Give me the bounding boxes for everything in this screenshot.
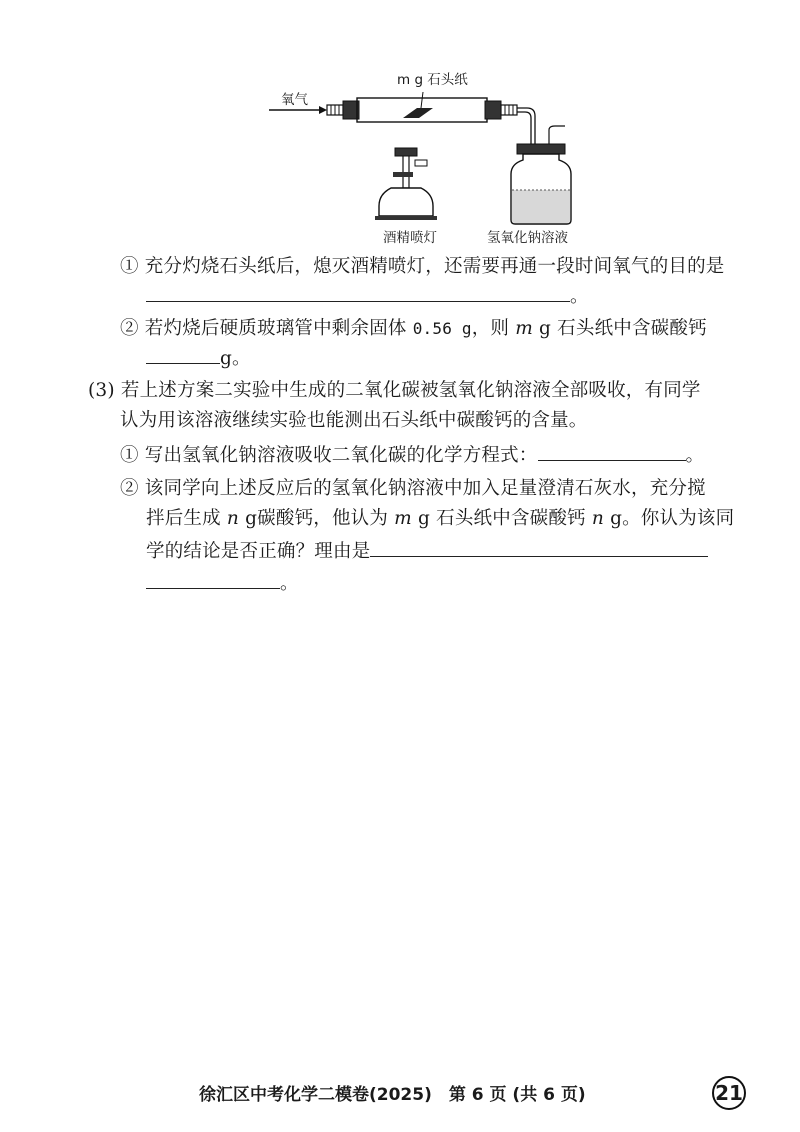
sample-label: m g 石头纸	[397, 72, 468, 88]
q2-1-text: 充分灼烧石头纸后，熄灭酒精喷灯，还需要再通一段时间氧气的目的是	[144, 256, 725, 277]
q3-2-line3: 学的结论是否正确？理由是	[146, 538, 708, 565]
q2-1-line	[120, 254, 725, 280]
q3-2-line1: ② 该同学向上述反应后的氢氧化钠溶液中加入足量澄清石灰水，充分搅	[120, 478, 706, 499]
page-footer: 徐汇区中考化学二模卷(2025) 第 6 页 (共 6 页)	[199, 1085, 586, 1105]
q2-1-answer-line: 。	[146, 283, 589, 310]
q3-line1: (3) 若上述方案二实验中生成的二氧化碳被氢氧化钠溶液全部吸收，有同学	[88, 380, 701, 401]
residue-mass: 0.56 g	[412, 319, 472, 338]
bottle-label: 氢氧化钠溶液	[487, 230, 568, 246]
alcohol-blast-lamp	[375, 148, 437, 220]
q3-1-equation-blank[interactable]	[538, 442, 686, 461]
page-number-badge: 21	[712, 1076, 746, 1110]
experiment-apparatus-diagram	[265, 64, 585, 244]
q2-1-marker: ①	[120, 256, 139, 277]
q3-1-line: ① 写出氢氧化钠溶液吸收二氧化碳的化学方程式： 。	[120, 442, 704, 469]
stone-paper-sample	[403, 108, 433, 118]
q3-2-line4: 。	[146, 570, 299, 597]
oxygen-label: 氧气	[281, 92, 308, 108]
q2-1-answer-blank[interactable]	[146, 283, 570, 302]
q3-number: (3)	[88, 380, 115, 401]
q3-2-line2: 拌后生成 n g碳酸钙，他认为 m g 石头纸中含碳酸钙 n g。你认为该同	[146, 508, 735, 529]
right-stopper	[485, 101, 501, 119]
q3-2-reason-blank[interactable]	[370, 538, 708, 557]
naoh-solution-liquid	[512, 190, 570, 223]
q3-2-reason-blank-cont[interactable]	[146, 570, 280, 589]
q3-line2: 认为用该溶液继续实验也能测出石头纸中碳酸钙的含量。	[120, 410, 588, 431]
bottle-stopper	[517, 144, 565, 154]
q2-2-answer-line: g。	[146, 345, 251, 372]
q2-2-answer-blank[interactable]	[146, 345, 220, 364]
q2-2-line: ② 若灼烧后硬质玻璃管中剩余固体 0.56 g，则 m g 石头纸中含碳酸钙	[120, 318, 707, 339]
lamp-label: 酒精喷灯	[383, 230, 437, 246]
